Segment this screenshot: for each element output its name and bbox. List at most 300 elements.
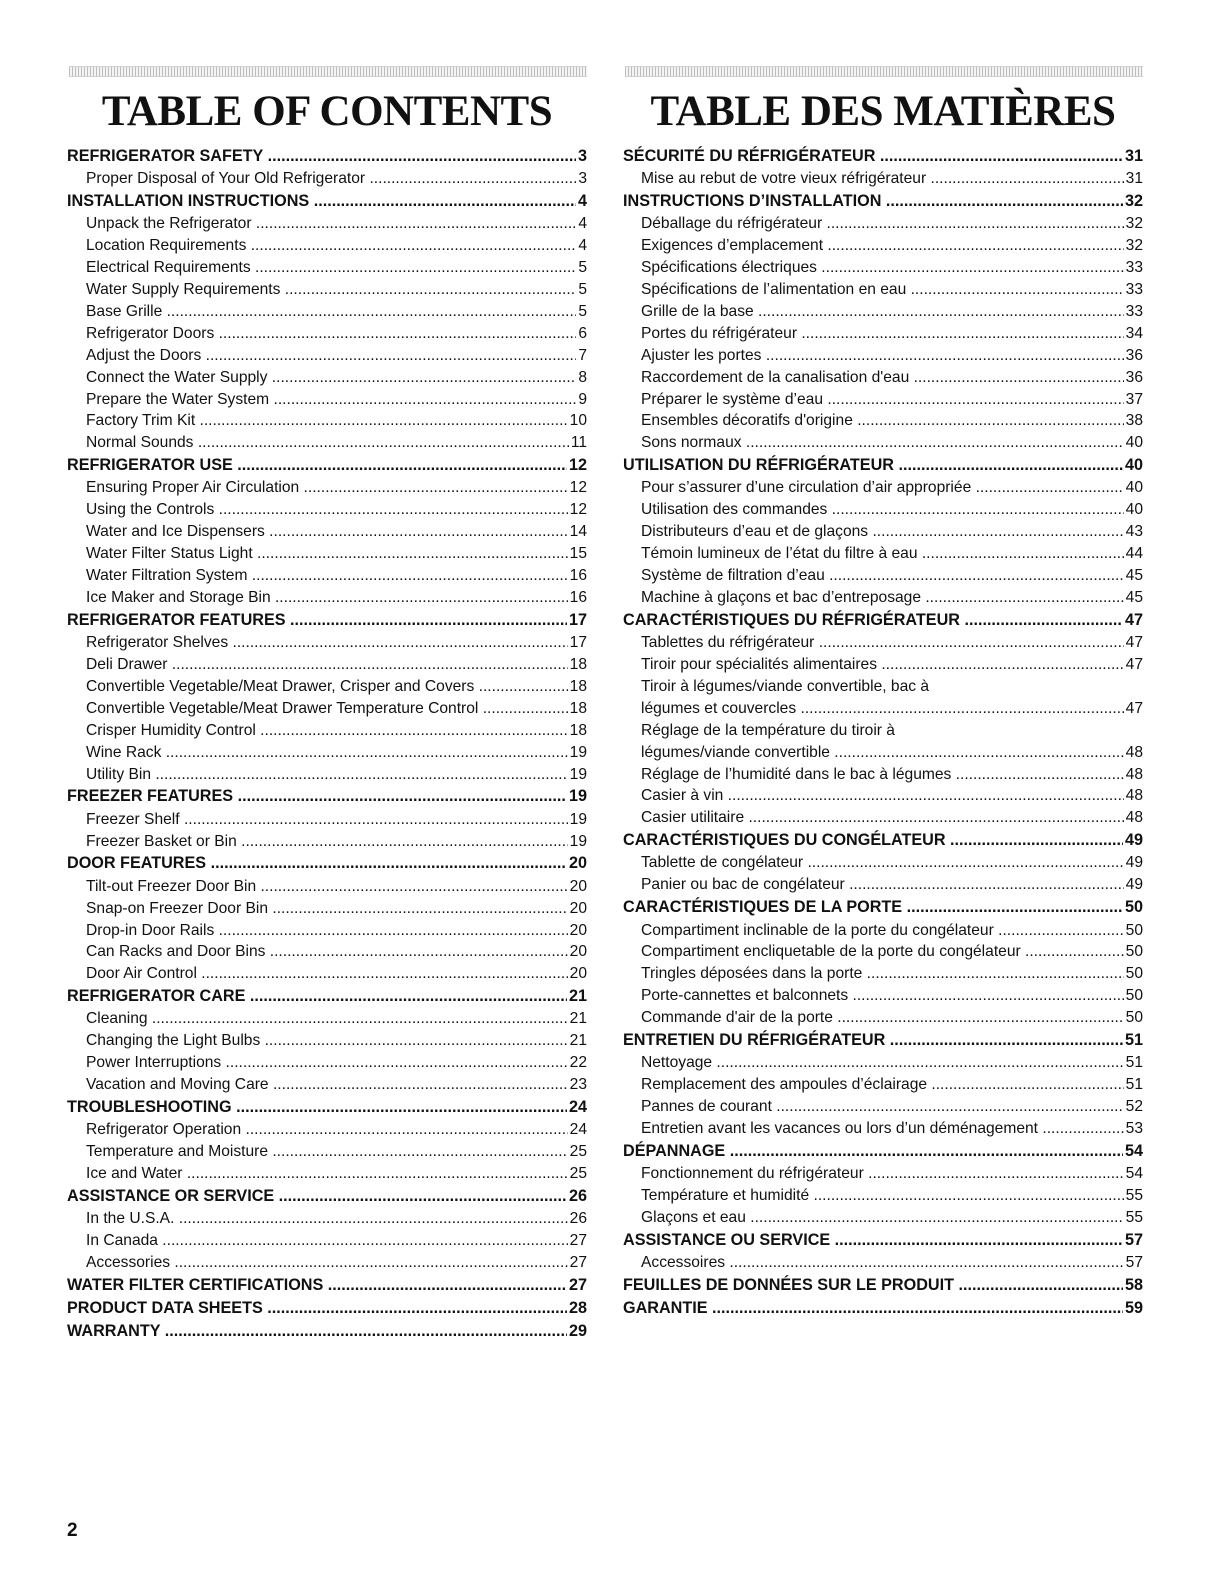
toc-entry [67, 720, 587, 742]
toc-entry [623, 654, 1143, 676]
toc-page-number: 10 [568, 410, 587, 432]
toc-entry-label: Glaçons et eau ..... [641, 1209, 1143, 1226]
toc-page-number: 25 [568, 1141, 587, 1163]
toc-entry-label: Water Filtration System ..... [86, 567, 587, 584]
toc-page-number: 45 [1124, 565, 1143, 587]
toc-entry [67, 742, 587, 764]
toc-entry [67, 1052, 587, 1074]
toc-page-number: 31 [1123, 145, 1143, 168]
toc-section-entry [67, 1320, 587, 1343]
toc-entry-label: Tablette de congélateur ..... [641, 854, 1143, 871]
toc-section-entry [623, 190, 1143, 213]
toc-entry-label: Utility Bin ..... [86, 766, 587, 783]
toc-entry-label: Portes du réfrigérateur ..... [641, 325, 1143, 342]
toc-page-number: 36 [1124, 345, 1143, 367]
toc-page-number: 23 [568, 1074, 587, 1096]
toc-entry-label: REFRIGERATOR FEATURES ..... [67, 611, 587, 629]
toc-page-number: 16 [568, 565, 587, 587]
toc-entry [67, 1119, 587, 1141]
toc-entry [623, 235, 1143, 257]
toc-entry-label: Casier à vin ..... [641, 787, 1143, 804]
toc-page-number: 20 [568, 876, 587, 898]
toc-page-number: 18 [568, 720, 587, 742]
toc-entry [67, 257, 587, 279]
toc-entry-label: DÉPANNAGE ..... [623, 1142, 1143, 1160]
toc-page-number: 21 [568, 1030, 587, 1052]
toc-entry [623, 1074, 1143, 1096]
toc-page-number: 33 [1124, 257, 1143, 279]
toc-page-number: 26 [567, 1185, 587, 1208]
toc-entry-label: Unpack the Refrigerator ..... [86, 215, 587, 232]
toc-entry [67, 345, 587, 367]
toc-entry [67, 698, 587, 720]
toc-entry-label: Refrigerator Doors ..... [86, 325, 587, 342]
toc-entry-label: Water Supply Requirements ..... [86, 281, 587, 298]
toc-page-number: 54 [1123, 1140, 1143, 1163]
toc-entry-label: Réglage de l’humidité dans le bac à légumes ..... [641, 766, 1143, 783]
toc-entry [623, 543, 1143, 565]
toc-entry-label: Compartiment inclinable de la porte du congélateur ..... [641, 922, 1143, 939]
toc-page-number: 4 [576, 190, 587, 213]
toc-entry-label: Ajuster les portes ..... [641, 347, 1143, 364]
toc-entry [623, 985, 1143, 1007]
toc-entry-label: ASSISTANCE OU SERVICE ..... [623, 1231, 1143, 1249]
toc-entry-label: Door Air Control ..... [86, 965, 587, 982]
toc-page-number: 55 [1124, 1185, 1143, 1207]
toc-entry [623, 764, 1143, 786]
top-rule [69, 66, 587, 77]
toc-entry-label: Refrigerator Operation ..... [86, 1121, 587, 1138]
toc-page-number: 16 [568, 587, 587, 609]
toc-page-number: 52 [1124, 1096, 1143, 1118]
toc-entry [623, 521, 1143, 543]
toc-entry-label: REFRIGERATOR CARE ..... [67, 987, 587, 1005]
toc-page-number: 32 [1124, 213, 1143, 235]
toc-entry [623, 807, 1143, 829]
toc-page-number: 48 [1124, 764, 1143, 786]
toc-entry [623, 499, 1143, 521]
toc-entry [67, 323, 587, 345]
toc-entry [623, 213, 1143, 235]
toc-entry [623, 874, 1143, 896]
toc-section-entry [67, 1096, 587, 1119]
toc-entry-label: Refrigerator Shelves ..... [86, 634, 587, 651]
page-number: 2 [67, 1520, 78, 1541]
toc-entry-label: CARACTÉRISTIQUES DE LA PORTE ..... [623, 898, 1143, 916]
toc-entry-label: Raccordement de la canalisation d'eau ..... [641, 369, 1143, 386]
toc-entry-label: TROUBLESHOOTING ..... [67, 1098, 587, 1116]
toc-entry-label: REFRIGERATOR USE ..... [67, 456, 587, 474]
toc-entry [67, 963, 587, 985]
toc-entry-label: GARANTIE ..... [623, 1299, 1143, 1317]
toc-page-number: 38 [1124, 410, 1143, 432]
toc-entry [623, 785, 1143, 807]
english-toc-title: TABLE OF CONTENTS [101, 88, 553, 135]
toc-section-entry [67, 985, 587, 1008]
toc-entry-label: Ensembles décoratifs d'origine ..... [641, 412, 1143, 429]
toc-entry [623, 565, 1143, 587]
toc-entry-label: Connect the Water Supply ..... [86, 369, 587, 386]
toc-entry [623, 963, 1143, 985]
toc-entry-label: Tilt-out Freezer Door Bin ..... [86, 878, 587, 895]
toc-entry [67, 587, 587, 609]
toc-entry-label: Utilisation des commandes ..... [641, 501, 1143, 518]
toc-page-number: 37 [1124, 389, 1143, 411]
toc-entry-label: FREEZER FEATURES ..... [67, 787, 587, 805]
toc-entry [623, 1052, 1143, 1074]
toc-page-number: 17 [568, 632, 587, 654]
toc-page-number: 33 [1124, 279, 1143, 301]
toc-page-number: 5 [576, 301, 587, 323]
toc-entry-label: Casier utilitaire ..... [641, 809, 1143, 826]
toc-entry [623, 676, 1143, 698]
toc-entry [67, 920, 587, 942]
toc-entry-label: Location Requirements ..... [86, 237, 587, 254]
toc-entry-label: Tablettes du réfrigérateur ..... [641, 634, 1143, 651]
toc-entry-label: DOOR FEATURES ..... [67, 854, 587, 872]
toc-page-number: 50 [1124, 1007, 1143, 1029]
toc-entry [67, 543, 587, 565]
toc-entry [623, 852, 1143, 874]
toc-page-number: 40 [1124, 499, 1143, 521]
toc-page-number: 51 [1124, 1074, 1143, 1096]
toc-section-entry [67, 145, 587, 168]
toc-entry-label: Snap-on Freezer Door Bin ..... [86, 900, 587, 917]
toc-page-number: 55 [1124, 1207, 1143, 1229]
toc-page-number: 51 [1123, 1029, 1143, 1052]
toc-entry-label: Tiroir pour spécialités alimentaires ..... [641, 656, 1143, 673]
toc-entry-label: WARRANTY ..... [67, 1322, 587, 1340]
french-toc-column [623, 66, 1143, 1320]
toc-section-entry [623, 609, 1143, 632]
toc-entry-label: Convertible Vegetable/Meat Drawer Temperature Control ..... [86, 700, 587, 717]
toc-page-number: 22 [568, 1052, 587, 1074]
toc-entry-label: ENTRETIEN DU RÉFRIGÉRATEUR ..... [623, 1031, 1143, 1049]
toc-page-number: 34 [1124, 323, 1143, 345]
toc-entry-label: Adjust the Doors ..... [86, 347, 587, 364]
toc-entry [67, 676, 587, 698]
toc-entry [623, 1096, 1143, 1118]
toc-page-number: 19 [568, 809, 587, 831]
toc-entry-label: WATER FILTER CERTIFICATIONS ..... [67, 1276, 587, 1294]
toc-entry-label: REFRIGERATOR SAFETY ..... [67, 147, 587, 165]
toc-entry-label: légumes et couvercles ..... [641, 700, 1143, 717]
toc-entry-label: Factory Trim Kit ..... [86, 412, 587, 429]
toc-entry-label: Wine Rack ..... [86, 744, 587, 761]
toc-entry-label: Ensuring Proper Air Circulation ..... [86, 479, 587, 496]
toc-entry-label: Entretien avant les vacances ou lors d’un déménagement ..... [641, 1120, 1143, 1137]
toc-entry-label: Deli Drawer ..... [86, 656, 587, 673]
toc-entry-label: CARACTÉRISTIQUES DU CONGÉLATEUR ..... [623, 831, 1143, 849]
toc-entry-label: Drop-in Door Rails ..... [86, 922, 587, 939]
toc-page-number: 15 [568, 543, 587, 565]
toc-entry-label: Vacation and Moving Care ..... [86, 1076, 587, 1093]
toc-entry [623, 587, 1143, 609]
toc-page-number: 50 [1124, 920, 1143, 942]
toc-entry-label: Ice Maker and Storage Bin ..... [86, 589, 587, 606]
toc-entry-label: Proper Disposal of Your Old Refrigerator ..... [86, 170, 587, 187]
toc-entry-label: Accessories ..... [86, 1254, 587, 1271]
toc-page-number: 27 [568, 1230, 587, 1252]
toc-entry-label: Déballage du réfrigérateur ..... [641, 215, 1143, 232]
french-toc-list [623, 145, 1143, 1320]
toc-entry-label: Crisper Humidity Control ..... [86, 722, 587, 739]
toc-entry-label: INSTRUCTIONS D’INSTALLATION ..... [623, 192, 1143, 210]
toc-entry-label: Water and Ice Dispensers ..... [86, 523, 587, 540]
toc-entry-label: légumes/viande convertible ..... [641, 744, 1143, 761]
toc-page-number: 24 [568, 1119, 587, 1141]
toc-entry [67, 898, 587, 920]
toc-entry-label: Pannes de courant ..... [641, 1098, 1143, 1115]
toc-entry-label: Préparer le système d’eau ..... [641, 391, 1143, 408]
toc-entry [623, 168, 1143, 190]
toc-page-number: 31 [1124, 168, 1143, 190]
toc-page-number: 40 [1124, 432, 1143, 454]
toc-entry [623, 301, 1143, 323]
toc-entry [67, 632, 587, 654]
toc-entry [67, 499, 587, 521]
toc-entry-label: Spécifications de l’alimentation en eau ..... [641, 281, 1143, 298]
toc-section-entry [67, 785, 587, 808]
toc-entry [67, 1008, 587, 1030]
toc-entry-label: Prepare the Water System ..... [86, 391, 587, 408]
toc-entry [67, 389, 587, 411]
toc-entry-label: Nettoyage ..... [641, 1054, 1143, 1071]
toc-page-number: 58 [1123, 1274, 1143, 1297]
toc-entry-label: Freezer Shelf ..... [86, 811, 587, 828]
toc-page-number: 48 [1124, 785, 1143, 807]
toc-entry-label: Distributeurs d’eau et de glaçons ..... [641, 523, 1143, 540]
toc-entry [67, 235, 587, 257]
toc-entry [67, 1252, 587, 1274]
english-toc-list [67, 145, 587, 1344]
toc-entry-label: INSTALLATION INSTRUCTIONS ..... [67, 192, 587, 210]
toc-entry [623, 920, 1143, 942]
toc-page-number: 19 [567, 785, 587, 808]
toc-entry-label: Machine à glaçons et bac d’entreposage ..... [641, 589, 1143, 606]
toc-page-number: 3 [576, 145, 587, 168]
toc-page-number: 27 [567, 1274, 587, 1297]
toc-page-number: 14 [568, 521, 587, 543]
toc-entry-label: Compartiment encliquetable de la porte du congélateur ..... [641, 943, 1143, 960]
toc-entry-label: Réglage de la température du tiroir à [641, 721, 895, 739]
toc-section-entry [67, 454, 587, 477]
toc-page-number: 28 [567, 1297, 587, 1320]
toc-page-number: 12 [568, 499, 587, 521]
toc-section-entry [623, 829, 1143, 852]
toc-section-entry [67, 1274, 587, 1297]
toc-entry-label: Electrical Requirements ..... [86, 259, 587, 276]
toc-page-number: 5 [576, 257, 587, 279]
toc-page-number: 44 [1124, 543, 1143, 565]
toc-section-entry [67, 852, 587, 875]
toc-entry [67, 367, 587, 389]
toc-entry-label: Normal Sounds ..... [86, 434, 587, 451]
toc-entry-label: Can Racks and Door Bins ..... [86, 943, 587, 960]
toc-entry [67, 764, 587, 786]
toc-page-number: 48 [1124, 742, 1143, 764]
toc-entry [623, 1163, 1143, 1185]
toc-page-number: 19 [568, 764, 587, 786]
toc-entry [623, 410, 1143, 432]
toc-entry-label: PRODUCT DATA SHEETS ..... [67, 1299, 587, 1317]
toc-page-number: 20 [568, 920, 587, 942]
toc-page-number: 40 [1123, 454, 1143, 477]
toc-entry [623, 367, 1143, 389]
toc-page-number: 6 [576, 323, 587, 345]
toc-section-entry [623, 1274, 1143, 1297]
toc-entry [623, 1252, 1143, 1274]
toc-entry [67, 654, 587, 676]
toc-page-number: 50 [1124, 963, 1143, 985]
toc-page-number: 50 [1124, 941, 1143, 963]
toc-page-number: 33 [1124, 301, 1143, 323]
toc-entry [623, 1185, 1143, 1207]
toc-entry-label: Using the Controls ..... [86, 501, 587, 518]
toc-entry-label: Exigences d’emplacement ..... [641, 237, 1143, 254]
toc-entry [67, 831, 587, 853]
toc-entry-label: Commande d'air de la porte ..... [641, 1009, 1143, 1026]
toc-entry-label: Fonctionnement du réfrigérateur ..... [641, 1165, 1143, 1182]
toc-entry [67, 876, 587, 898]
toc-entry-label: Porte-cannettes et balconnets ..... [641, 987, 1143, 1004]
toc-page-number: 47 [1124, 654, 1143, 676]
toc-page-number: 57 [1123, 1229, 1143, 1252]
toc-entry [67, 521, 587, 543]
toc-page-number: 49 [1124, 852, 1143, 874]
toc-entry-label: Tringles déposées dans la porte ..... [641, 965, 1143, 982]
toc-entry [67, 168, 587, 190]
toc-section-entry [67, 1185, 587, 1208]
toc-entry-label: Tiroir à légumes/viande convertible, bac à [641, 677, 930, 695]
toc-page-number: 12 [568, 477, 587, 499]
toc-page-number: 29 [567, 1320, 587, 1343]
toc-entry-label: Freezer Basket or Bin ..... [86, 833, 587, 850]
toc-entry [623, 698, 1143, 720]
toc-section-entry [623, 145, 1143, 168]
toc-entry-label: Convertible Vegetable/Meat Drawer, Crisper and Covers ..... [86, 678, 587, 695]
toc-entry [67, 1074, 587, 1096]
toc-entry [623, 941, 1143, 963]
toc-entry-label: Mise au rebut de votre vieux réfrigérateur ..... [641, 170, 1143, 187]
toc-entry [67, 941, 587, 963]
toc-page-number: 26 [568, 1208, 587, 1230]
toc-page-number: 21 [567, 985, 587, 1008]
toc-page-number: 9 [576, 389, 587, 411]
toc-entry [67, 213, 587, 235]
toc-entry [623, 742, 1143, 764]
toc-entry-label: Grille de la base ..... [641, 303, 1143, 320]
toc-entry [67, 1030, 587, 1052]
toc-entry-label: Pour s’assurer d’une circulation d’air appropriée ..... [641, 479, 1143, 496]
toc-page-number: 50 [1123, 896, 1143, 919]
toc-page-number: 19 [568, 742, 587, 764]
toc-page-number: 48 [1124, 807, 1143, 829]
toc-entry [67, 1208, 587, 1230]
toc-entry [67, 432, 587, 454]
toc-page-number: 18 [568, 676, 587, 698]
toc-page-number: 49 [1124, 874, 1143, 896]
toc-entry-label: UTILISATION DU RÉFRIGÉRATEUR ..... [623, 456, 1143, 474]
toc-entry-label: Power Interruptions ..... [86, 1054, 587, 1071]
toc-page-number: 12 [567, 454, 587, 477]
top-rule [625, 66, 1143, 77]
toc-entry-label: Ice and Water ..... [86, 1165, 587, 1182]
toc-entry [623, 1118, 1143, 1140]
toc-entry-label: Panier ou bac de congélateur ..... [641, 876, 1143, 893]
toc-page-number: 40 [1124, 477, 1143, 499]
toc-entry [67, 1163, 587, 1185]
toc-page-number: 43 [1124, 521, 1143, 543]
toc-page-number: 51 [1124, 1052, 1143, 1074]
toc-page-number: 47 [1124, 698, 1143, 720]
toc-entry-label: SÉCURITÉ DU RÉFRIGÉRATEUR ..... [623, 147, 1143, 165]
toc-section-entry [623, 454, 1143, 477]
toc-entry-label: Temperature and Moisture ..... [86, 1143, 587, 1160]
toc-page-number: 19 [568, 831, 587, 853]
toc-entry [67, 809, 587, 831]
toc-page-number: 53 [1124, 1118, 1143, 1140]
toc-page-number: 25 [568, 1163, 587, 1185]
toc-entry [67, 279, 587, 301]
toc-section-entry [623, 1140, 1143, 1163]
toc-entry [623, 257, 1143, 279]
toc-section-entry [67, 1297, 587, 1320]
toc-section-entry [623, 1029, 1143, 1052]
toc-entry [623, 477, 1143, 499]
toc-page-number: 45 [1124, 587, 1143, 609]
toc-entry-label: Water Filter Status Light ..... [86, 545, 587, 562]
toc-entry-label: In Canada ..... [86, 1232, 587, 1249]
toc-entry [623, 432, 1143, 454]
toc-page-number: 4 [576, 213, 587, 235]
toc-page-number: 59 [1123, 1297, 1143, 1320]
toc-entry-label: Base Grille ..... [86, 303, 587, 320]
toc-entry [67, 410, 587, 432]
english-toc-column [67, 66, 587, 1344]
toc-page-number: 11 [569, 432, 587, 454]
toc-page-number: 57 [1124, 1252, 1143, 1274]
toc-entry [623, 279, 1143, 301]
toc-entry-label: Témoin lumineux de l’état du filtre à eau ..... [641, 545, 1143, 562]
toc-page-number: 32 [1124, 235, 1143, 257]
toc-page-number: 24 [567, 1096, 587, 1119]
toc-entry-label: Température et humidité ..... [641, 1187, 1143, 1204]
toc-page-number: 20 [568, 898, 587, 920]
toc-page-number: 3 [576, 168, 587, 190]
toc-entry-label: Remplacement des ampoules d’éclairage ..... [641, 1076, 1143, 1093]
toc-section-entry [67, 609, 587, 632]
toc-page-number: 47 [1124, 632, 1143, 654]
toc-page-number: 49 [1123, 829, 1143, 852]
toc-page-number: 32 [1123, 190, 1143, 213]
toc-entry-label: Accessoires ..... [641, 1254, 1143, 1271]
toc-entry [67, 1230, 587, 1252]
toc-page-number: 20 [568, 941, 587, 963]
toc-page-number: 20 [568, 963, 587, 985]
toc-section-entry [623, 1229, 1143, 1252]
toc-entry [623, 389, 1143, 411]
toc-entry [67, 1141, 587, 1163]
toc-page-number: 18 [568, 698, 587, 720]
toc-section-entry [67, 190, 587, 213]
toc-entry [67, 565, 587, 587]
toc-entry-label: ASSISTANCE OR SERVICE ..... [67, 1187, 587, 1205]
toc-page-number: 5 [576, 279, 587, 301]
toc-entry-label: FEUILLES DE DONNÉES SUR LE PRODUIT ..... [623, 1276, 1143, 1294]
toc-entry-label: CARACTÉRISTIQUES DU RÉFRIGÉRATEUR ..... [623, 611, 1143, 629]
toc-entry-label: In the U.S.A. ..... [86, 1210, 587, 1227]
